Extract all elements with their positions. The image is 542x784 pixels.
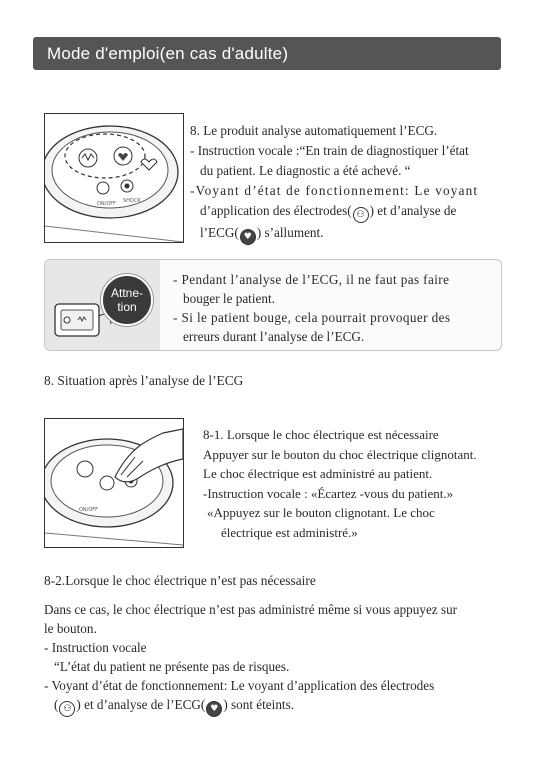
heart-ecg-icon: ♥ [240, 229, 256, 245]
svg-text:ON/OFF: ON/OFF [97, 201, 117, 207]
step-8-2-body: Dans ce cas, le choc électrique n’est pas administré même si vous appuyez sur le bouton. - Instruction vocale “L’état du patient ne présente pas de risques. - Voyant d’état de fonctionnement: Le voyant d’application des électrodes ( ⚇ ) et d’analyse de l’ECG( ♥ ) sont éteints. [44, 600, 504, 717]
step-8-voice-line: - Instruction vocale :“En train de diagnostiquer l’état [190, 143, 469, 158]
svg-text:ON/OFF: ON/OFF [79, 507, 99, 513]
electrode-icon: ⚇ [59, 701, 75, 717]
page-title: Mode d'emploi(en cas d'adulte) [33, 37, 501, 70]
step-8-status-line-2: d’application des électrodes( ⚇ ) et d’analyse de [190, 201, 502, 223]
attention-badge: Attne- tion [101, 274, 153, 326]
step-8-voice-line-cont: du patient. Le diagnostic a été achevé. “ [200, 163, 411, 178]
heart-ecg-icon: ♥ [206, 701, 222, 717]
section-8-title: 8. Situation après l’analyse de l’ECG [44, 373, 244, 388]
step-8-heading: 8. Le produit analyse automatiquement l’ECG. [190, 123, 438, 138]
aed-analysis-illustration [44, 113, 184, 243]
step-8-1-heading: 8-1. Lorsque le choc électrique est nécessaire [203, 427, 439, 442]
step-8-status-line: -Voyant d’état de fonctionnement: Le voyant [190, 183, 479, 198]
step-8-2-heading: 8-2.Lorsque le choc électrique n’est pas nécessaire [44, 573, 316, 588]
step-8-text [190, 121, 502, 245]
electrode-icon: ⚇ [353, 207, 369, 223]
aed-shock-illustration [44, 418, 184, 548]
step-8-1-text: 8-1. Lorsque le choc électrique est nécessaire Appuyer sur le bouton du choc électrique clignotant. Le choc électrique est administré au patient. -Instruction vocale : «Écartez -vous du patient.» «Appuyez sur le bouton clignotant. Le choc électrique est administré.» [203, 425, 503, 542]
attention-text: - Pendant l’analyse de l’ECG, il ne faut pas faire bouger le patient. - Si le patient bouge, cela pourrait provoquer des erreurs durant l’analyse de l’ECG. [173, 272, 451, 344]
svg-text:SHOCK: SHOCK [123, 198, 141, 204]
attention-side-panel [45, 260, 160, 350]
attention-box [44, 259, 502, 351]
step-8-status-line-3: l’ECG( ♥ ) s’allument. [190, 223, 502, 245]
